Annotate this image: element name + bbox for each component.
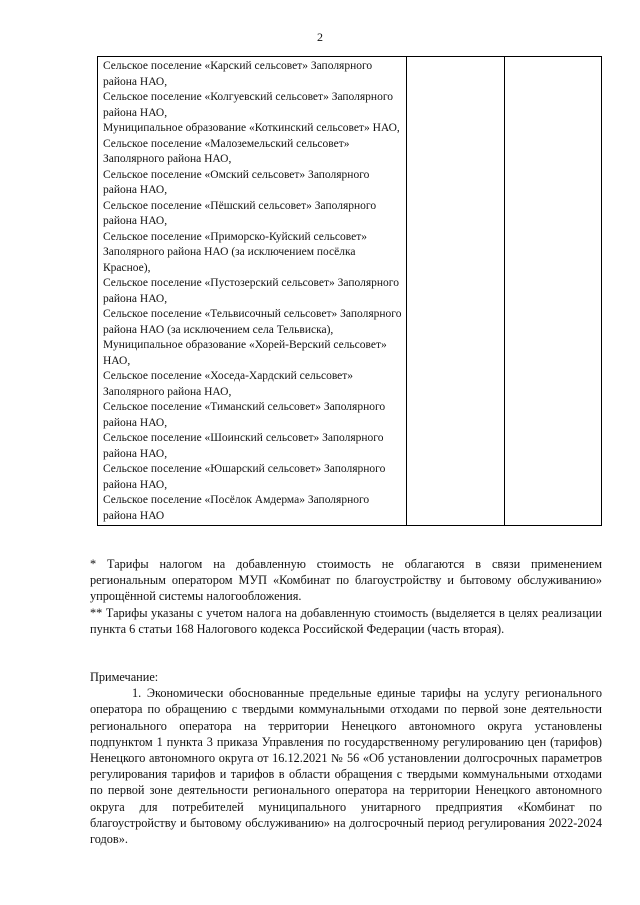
footnote-vat-exempt: * Тарифы налогом на добавленную стоимость не облагаются в связи применением региональным оператором МУП «Комбинат по благоустройству и бытовому обслуживанию» упрощённой системы налогообложения. [90, 557, 602, 604]
settlement-item: Сельское поселение «Пустозерский сельсовет» Заполярного района НАО, [103, 277, 399, 305]
tariff-cell-empty [407, 57, 504, 526]
tariff-table [97, 56, 602, 526]
table-row [98, 57, 602, 526]
settlements-cell [98, 57, 407, 526]
settlement-item: Сельское поселение «Тельвисочный сельсовет» Заполярного района НАО (за исключением села Тельвиска), [103, 308, 402, 336]
settlement-item: Муниципальное образование «Коткинский сельсовет» НАО, [103, 122, 400, 134]
settlement-item: Сельское поселение «Колгуевский сельсовет» Заполярного района НАО, [103, 91, 394, 119]
footnotes [90, 556, 602, 637]
settlement-item: Сельское поселение «Посёлок Амдерма» Заполярного района НАО [103, 494, 370, 522]
settlement-item: Сельское поселение «Хоседа-Хардский сельсовет» Заполярного района НАО, [103, 370, 354, 398]
settlement-item: Сельское поселение «Тиманский сельсовет» Заполярного района НАО, [103, 401, 386, 429]
remark-heading: Примечание: [90, 670, 159, 684]
settlement-item: Сельское поселение «Юшарский сельсовет» Заполярного района НАО, [103, 463, 386, 491]
remark-section [90, 669, 602, 847]
tariff-cell-empty [504, 57, 601, 526]
remark-item-1: 1. Экономически обоснованные предельные единые тарифы на услугу регионального оператора по обращению с твердыми коммунальными отходами по первой зоне деятельности регионального оператора на территории Ненецкого автономного округа установлены подпунктом 1 пункта 3 приказа Управления по государственному регулированию цен (тарифов) Ненецкого автономного округа от 16.12.2021 № 56 «Об установлении долгосрочных параметров регулирования тарифов и тарифов в области обращения с твердыми коммунальными отходами по первой зоне деятельности регионального оператора на территории Ненецкого автономного округа для потребителей муниципального унитарного предприятия «Комбинат по благоустройству и бытовому обслуживанию» на долгосрочный период регулирования 2022-2024 годов». [90, 686, 602, 847]
settlement-item: Сельское поселение «Приморско-Куйский сельсовет» Заполярного района НАО (за исключением посёлка Красное), [103, 230, 367, 274]
settlement-item: Сельское поселение «Малоземельский сельсовет» Заполярного района НАО, [103, 137, 350, 165]
footnote-vat-included: ** Тарифы указаны с учетом налога на добавленную стоимость (выделяется в целях реализации пункта 6 статьи 168 Налогового кодекса Российской Федерации (часть вторая). [90, 605, 602, 636]
settlement-item: Сельское поселение «Омский сельсовет» Заполярного района НАО, [103, 168, 370, 196]
settlement-item: Сельское поселение «Шоинский сельсовет» Заполярного района НАО, [103, 432, 384, 460]
settlement-item: Муниципальное образование «Хорей-Верский сельсовет» НАО, [103, 339, 387, 367]
page-number: 2 [317, 30, 323, 44]
settlement-item: Сельское поселение «Карский сельсовет» Заполярного района НАО, [103, 60, 373, 88]
settlement-item: Сельское поселение «Пёшский сельсовет» Заполярного района НАО, [103, 199, 377, 227]
